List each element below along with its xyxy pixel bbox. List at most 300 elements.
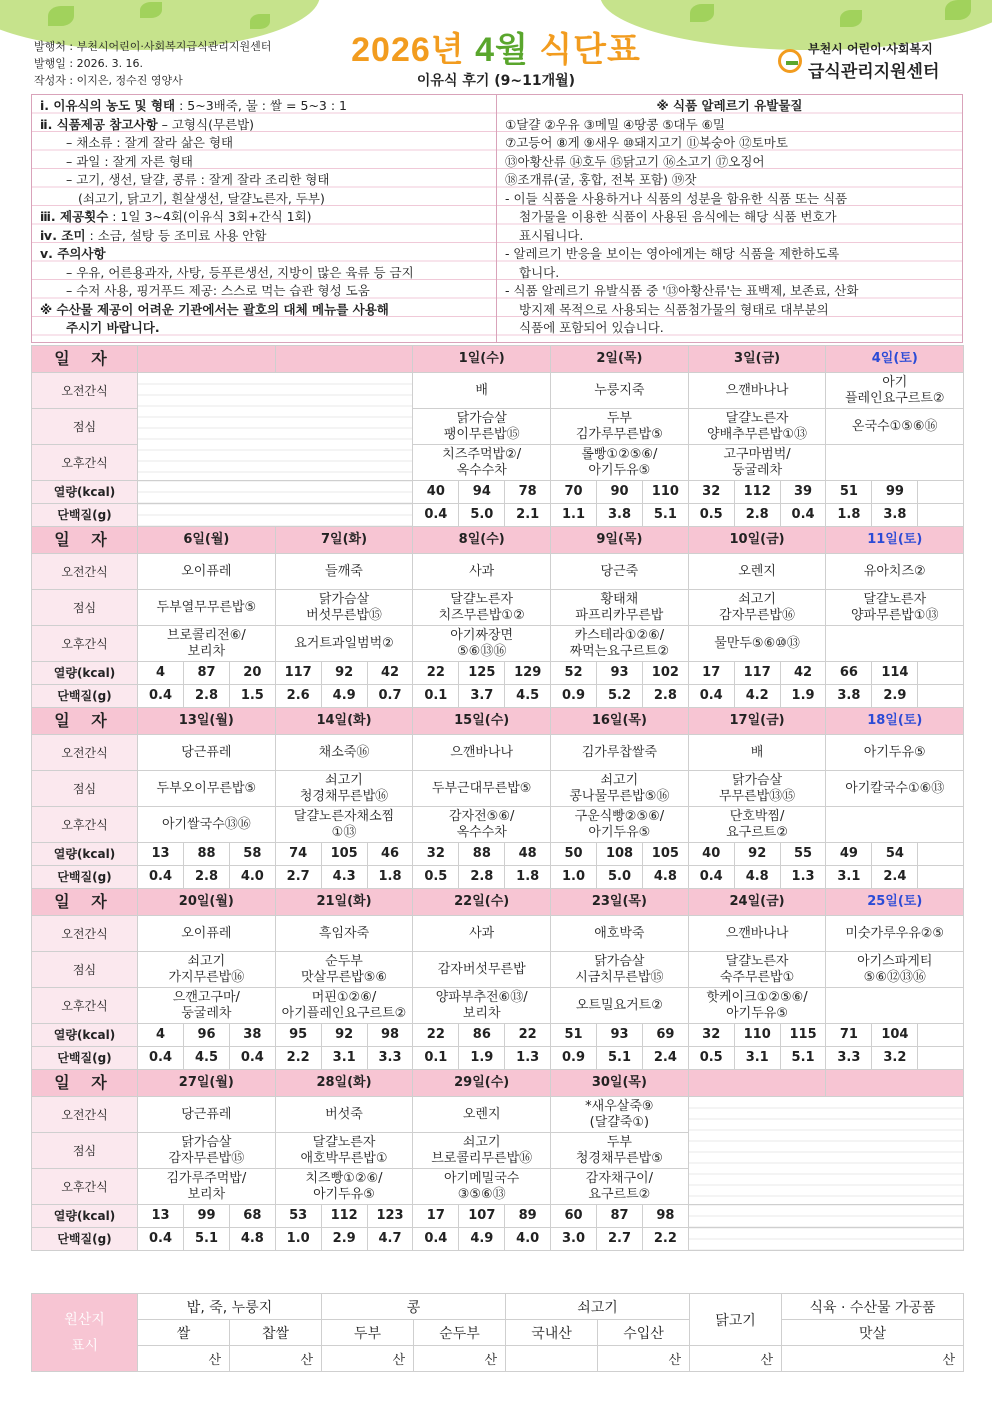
calorie-value: 88 (459, 843, 505, 866)
protein-value: 4.7 (367, 1228, 413, 1251)
calorie-value: 17 (688, 662, 734, 685)
info-line (505, 264, 954, 283)
pm-snack-cell: 양파부추전⑥⑬/ 보리차 (413, 988, 551, 1024)
am-snack-cell: 으깬바나나 (688, 916, 826, 952)
row-label-pm-snack: 오후간식 (32, 626, 138, 662)
origin-group-processed: 식육 · 수산물 가공품 (782, 1294, 964, 1320)
calorie-value: 17 (413, 1205, 459, 1228)
date-header: 13일(월) (138, 708, 276, 735)
calorie-value: 87 (597, 1205, 643, 1228)
pm-snack-cell: 롤빵①②⑤⑥/ 아기두유⑤ (551, 445, 689, 481)
calorie-value: 49 (826, 843, 872, 866)
date-header: 17일(금) (688, 708, 826, 735)
logo-icon (778, 49, 802, 73)
protein-value: 0.4 (230, 1047, 276, 1070)
calorie-value: 86 (459, 1024, 505, 1047)
page-subtitle: 이유식 후기 (9~11개월) (416, 73, 576, 89)
protein-value: 1.1 (551, 504, 597, 527)
calorie-value: 70 (551, 481, 597, 504)
am-snack-cell: 오이퓨레 (138, 554, 276, 590)
calorie-value: 53 (275, 1205, 321, 1228)
am-snack-cell: 누룽지죽 (551, 373, 689, 409)
protein-value: 0.5 (413, 866, 459, 889)
protein-value: 0.4 (413, 504, 459, 527)
am-snack-cell: 들깨죽 (275, 554, 413, 590)
info-line (505, 153, 954, 172)
calorie-value: 22 (505, 1024, 551, 1047)
info-line (40, 245, 488, 264)
am-snack-cell: 당근퓨레 (138, 1097, 276, 1133)
protein-value: 4.8 (734, 866, 780, 889)
calorie-value: 22 (413, 662, 459, 685)
info-text: ①달걀 ②우유 ③메밀 ④땅콩 ⑤대두 ⑥밀 (505, 116, 725, 132)
pm-snack-cell (826, 445, 964, 481)
calorie-value: 22 (413, 1024, 459, 1047)
lunch-cell: 순두부 맛살무른밥⑤⑥ (275, 952, 413, 988)
pm-snack-cell: 핫케이크①②⑤⑥/ 아기두유⑤ (688, 988, 826, 1024)
protein-value: 1.8 (505, 866, 551, 889)
leaf-icon (690, 4, 714, 22)
protein-value: 2.2 (275, 1047, 321, 1070)
calorie-value (918, 662, 964, 685)
calorie-value: 92 (321, 662, 367, 685)
protein-value: 1.8 (367, 866, 413, 889)
am-snack-cell: 당근죽 (551, 554, 689, 590)
calorie-value: 99 (184, 1205, 230, 1228)
date-header: 18일(토) (826, 708, 964, 735)
protein-value: 3.7 (459, 685, 505, 708)
origin-group-chicken: 닭고기 (690, 1294, 782, 1346)
calorie-value: 107 (459, 1205, 505, 1228)
protein-value: 4.8 (643, 866, 689, 889)
info-box (31, 94, 963, 343)
title-month: 4월 (475, 31, 529, 69)
protein-value: 2.4 (872, 866, 918, 889)
date-header: 3일(금) (688, 346, 826, 373)
origin-table-container (31, 1293, 963, 1372)
calorie-value: 32 (688, 481, 734, 504)
row-label-lunch: 점심 (32, 409, 138, 445)
lunch-cell: 두부 김가루무른밥⑤ (551, 409, 689, 445)
info-text: ⑱조개류(굴, 홍합, 전복 포함) ⑲잣 (505, 172, 697, 187)
lunch-cell: 닭가슴살 버섯무른밥⑮ (275, 590, 413, 626)
authors: 작성자 : 이지은, 정수진 영양사 (34, 74, 183, 87)
info-text: : 1일 3~4회(이유식 3회+간식 1회) (108, 209, 312, 224)
pm-snack-cell: 단호박찜/ 요구르트② (688, 807, 826, 843)
am-snack-cell: 오렌지 (688, 554, 826, 590)
protein-value: 4.0 (230, 866, 276, 889)
lunch-cell: 달걀노른자 치즈무른밥①② (413, 590, 551, 626)
calorie-value: 104 (872, 1024, 918, 1047)
lunch-cell: 아기스파게티 ⑤⑥⑫⑬⑯ (826, 952, 964, 988)
calorie-value: 78 (505, 481, 551, 504)
row-label-protein: 단백질(g) (32, 504, 138, 527)
am-snack-cell: 으깬바나나 (413, 735, 551, 771)
info-text: – 수저 사용, 핑거푸드 제공: 스스로 먹는 습관 형성 도움 (66, 283, 370, 298)
calorie-value: 129 (505, 662, 551, 685)
protein-value: 2.9 (872, 685, 918, 708)
row-label-pm-snack: 오후간식 (32, 1169, 138, 1205)
info-line (40, 134, 488, 153)
pm-snack-cell: 감자전⑤⑥/ 옥수수차 (413, 807, 551, 843)
calorie-value: 51 (826, 481, 872, 504)
info-text: 첨가물을 이용한 식품이 사용된 음식에는 해당 식품 번호가 (519, 209, 837, 224)
lunch-cell: 달걀노른자 양파무른밥①⑬ (826, 590, 964, 626)
calorie-value: 74 (275, 843, 321, 866)
protein-value: 0.4 (138, 1047, 184, 1070)
am-snack-cell: 아기두유⑤ (826, 735, 964, 771)
info-line (40, 190, 488, 209)
row-label-pm-snack: 오후간식 (32, 807, 138, 843)
pm-snack-cell: 아기메밀국수 ③⑤⑥⑬ (413, 1169, 551, 1205)
date-header: 16일(목) (551, 708, 689, 735)
calorie-value: 13 (138, 843, 184, 866)
menu-table-container (31, 345, 963, 1251)
row-label-am-snack: 오전간식 (32, 735, 138, 771)
origin-item-imported: 수입산 (598, 1320, 690, 1346)
lunch-cell: 달걀노른자 애호박무른밥① (275, 1133, 413, 1169)
calorie-value: 96 (184, 1024, 230, 1047)
am-snack-cell: 배 (688, 735, 826, 771)
day-label: 일 자 (32, 346, 138, 373)
row-label-pm-snack: 오후간식 (32, 445, 138, 481)
am-snack-cell: 유아치즈② (826, 554, 964, 590)
calorie-value: 42 (780, 662, 826, 685)
protein-value: 5.1 (184, 1228, 230, 1251)
calorie-value: 69 (643, 1024, 689, 1047)
origin-value: 산 (598, 1346, 690, 1372)
info-line (505, 208, 954, 227)
lunch-cell: 아기칼국수①⑥⑬ (826, 771, 964, 807)
empty-value-cell (138, 504, 413, 527)
origin-value: 산 (138, 1346, 230, 1372)
protein-value (918, 504, 964, 527)
info-line (505, 282, 954, 301)
protein-value: 2.7 (275, 866, 321, 889)
calorie-value: 4 (138, 1024, 184, 1047)
date-header: 11일(토) (826, 527, 964, 554)
origin-value: 산 (782, 1346, 964, 1372)
logo-line1: 부천시 어린이·사회복지 (808, 42, 933, 56)
origin-table (31, 1293, 964, 1372)
lunch-cell: 달걀노른자 양배추무른밥①⑬ (688, 409, 826, 445)
publisher: 발행처 : 부천시어린이·사회복지급식관리지원센터 (34, 40, 272, 53)
calorie-value: 112 (734, 481, 780, 504)
date-header: 8일(수) (413, 527, 551, 554)
protein-value: 0.4 (138, 685, 184, 708)
row-label-am-snack: 오전간식 (32, 916, 138, 952)
lunch-cell: 닭가슴살 팽이무른밥⑮ (413, 409, 551, 445)
am-snack-cell: 오이퓨레 (138, 916, 276, 952)
logo-line2: 급식관리지원센터 (808, 62, 940, 82)
protein-value: 4.8 (230, 1228, 276, 1251)
calorie-value (918, 481, 964, 504)
calorie-value: 88 (184, 843, 230, 866)
protein-value: 2.4 (643, 1047, 689, 1070)
protein-value: 5.1 (597, 1047, 643, 1070)
info-guidelines (32, 95, 497, 342)
protein-value: 3.0 (551, 1228, 597, 1251)
row-label-calorie: 열량(kcal) (32, 1024, 138, 1047)
info-line (40, 116, 488, 135)
info-heading: ⅲ. 제공횟수 (40, 209, 109, 224)
protein-value: 1.5 (230, 685, 276, 708)
day-label: 일 자 (32, 1070, 138, 1097)
origin-value: 산 (414, 1346, 506, 1372)
info-text: (쇠고기, 닭고기, 흰살생선, 달걀노른자, 두부) (78, 190, 325, 206)
info-text: 방지제 목적으로 사용되는 식품첨가물의 형태로 대부분의 (519, 301, 829, 317)
protein-value: 4.9 (321, 685, 367, 708)
calorie-value: 39 (780, 481, 826, 504)
menu-table (31, 345, 964, 1251)
protein-value: 0.5 (688, 1047, 734, 1070)
row-label-pm-snack: 오후간식 (32, 988, 138, 1024)
protein-value: 0.9 (551, 1047, 597, 1070)
am-snack-cell: 미숫가루우유②⑤ (826, 916, 964, 952)
calorie-value: 115 (780, 1024, 826, 1047)
date-header: 15일(수) (413, 708, 551, 735)
calorie-value: 110 (643, 481, 689, 504)
date-header: 9일(목) (551, 527, 689, 554)
info-text: ⑬아황산류 ⑭호두 ⑮닭고기 ⑯소고기 ⑰오징어 (505, 153, 765, 169)
info-line (505, 227, 954, 246)
protein-value: 5.0 (459, 504, 505, 527)
protein-value: 0.1 (413, 1047, 459, 1070)
protein-value: 1.8 (826, 504, 872, 527)
calorie-value: 32 (413, 843, 459, 866)
protein-value: 3.1 (734, 1047, 780, 1070)
info-text: 식품에 포함되어 있습니다. (519, 320, 664, 335)
info-text: 합니다. (519, 264, 560, 280)
info-text: – 우유, 어른용과자, 사탕, 등푸른생선, 지방이 많은 육류 등 금지 (66, 264, 414, 280)
info-heading: ⅴ. 주의사항 (40, 246, 106, 261)
protein-value: 1.3 (505, 1047, 551, 1070)
info-text: : 소금, 설탕 등 조미료 사용 안함 (85, 227, 267, 243)
lunch-cell: 황태채 파프리카무른밥 (551, 590, 689, 626)
protein-value: 4.5 (184, 1047, 230, 1070)
center-logo (778, 40, 939, 82)
protein-value: 3.8 (597, 504, 643, 527)
info-heading: ⅱ. 식품제공 참고사항 (40, 116, 158, 132)
row-label-calorie: 열량(kcal) (32, 481, 138, 504)
info-heading: ⅰ. 이유식의 농도 및 형태 (40, 98, 176, 113)
lunch-cell: 두부오이무른밥⑤ (138, 771, 276, 807)
protein-value: 2.9 (321, 1228, 367, 1251)
row-label-am-snack: 오전간식 (32, 373, 138, 409)
empty-value-cell (688, 1205, 963, 1228)
lunch-cell: 쇠고기 청경채무른밥⑯ (275, 771, 413, 807)
calorie-value: 20 (230, 662, 276, 685)
calorie-value: 99 (872, 481, 918, 504)
protein-value: 4.2 (734, 685, 780, 708)
calorie-value: 42 (367, 662, 413, 685)
date-header: 4일(토) (826, 346, 964, 373)
protein-value: 0.4 (138, 1228, 184, 1251)
info-line (505, 245, 954, 264)
pm-snack-cell: 아기쌀국수⑬⑯ (138, 807, 276, 843)
date-header (688, 1070, 826, 1097)
info-heading: ※ 수산물 제공이 어려운 기관에서는 괄호의 대체 메뉴를 사용해 (40, 301, 389, 317)
protein-value: 2.8 (734, 504, 780, 527)
lunch-cell: 쇠고기 브로콜리무른밥⑯ (413, 1133, 551, 1169)
empty-day-cell (138, 373, 413, 481)
origin-item-domestic: 국내산 (506, 1320, 598, 1346)
empty-day-cell (688, 1097, 963, 1205)
protein-value: 4.0 (505, 1228, 551, 1251)
calorie-value: 98 (643, 1205, 689, 1228)
date-header (138, 346, 276, 373)
row-label-protein: 단백질(g) (32, 1047, 138, 1070)
info-text: - 이들 식품을 사용하거나 식품의 성분을 함유한 식품 또는 식품 (505, 190, 848, 206)
info-text: ⑦고등어 ⑧게 ⑨새우 ⑩돼지고기 ⑪복숭아 ⑫토마토 (505, 135, 788, 150)
calorie-value: 125 (459, 662, 505, 685)
protein-value: 0.4 (138, 866, 184, 889)
am-snack-cell: 사과 (413, 916, 551, 952)
issue-date: 발행일 : 2026. 3. 16. (34, 57, 144, 70)
calorie-value: 51 (551, 1024, 597, 1047)
row-label-lunch: 점심 (32, 1133, 138, 1169)
day-label: 일 자 (32, 527, 138, 554)
row-label-am-snack: 오전간식 (32, 1097, 138, 1133)
pm-snack-cell: 치즈주먹밥②/ 옥수수차 (413, 445, 551, 481)
origin-value: 산 (690, 1346, 782, 1372)
date-header: 2일(목) (551, 346, 689, 373)
calorie-value: 94 (459, 481, 505, 504)
empty-value-cell (138, 481, 413, 504)
pm-snack-cell: 요거트과일범벅② (275, 626, 413, 662)
am-snack-cell: 흑임자죽 (275, 916, 413, 952)
origin-group-rice: 밥, 죽, 누룽지 (138, 1294, 322, 1320)
am-snack-cell: 채소죽⑯ (275, 735, 413, 771)
calorie-value: 68 (230, 1205, 276, 1228)
origin-group-bean: 콩 (322, 1294, 506, 1320)
date-header: 6일(월) (138, 527, 276, 554)
protein-value: 2.8 (184, 685, 230, 708)
am-snack-cell: 애호박죽 (551, 916, 689, 952)
calorie-value: 66 (826, 662, 872, 685)
info-text: ※ 식품 알레르기 유발물질 (656, 98, 803, 113)
row-label-lunch: 점심 (32, 590, 138, 626)
calorie-value: 93 (597, 662, 643, 685)
lunch-cell: 달걀노른자 숙주무른밥① (688, 952, 826, 988)
protein-value: 2.2 (643, 1228, 689, 1251)
am-snack-cell: 버섯죽 (275, 1097, 413, 1133)
leaf-icon (140, 2, 162, 18)
info-line (40, 301, 488, 320)
info-line (40, 171, 488, 190)
calorie-value: 117 (734, 662, 780, 685)
protein-value: 0.5 (688, 504, 734, 527)
row-label-lunch: 점심 (32, 952, 138, 988)
lunch-cell: 두부 청경채무른밥⑤ (551, 1133, 689, 1169)
pm-snack-cell (826, 988, 964, 1024)
origin-group-beef: 쇠고기 (506, 1294, 690, 1320)
calorie-value: 87 (184, 662, 230, 685)
protein-value: 2.8 (643, 685, 689, 708)
date-header: 27일(월) (138, 1070, 276, 1097)
protein-value: 3.2 (872, 1047, 918, 1070)
calorie-value: 50 (551, 843, 597, 866)
pm-snack-cell: 구운식빵②⑤⑥/ 아기두유⑤ (551, 807, 689, 843)
info-line (505, 171, 954, 190)
info-text: – 과일 : 잘게 자른 형태 (66, 153, 193, 169)
lunch-cell: 감자버섯무른밥 (413, 952, 551, 988)
protein-value (918, 1047, 964, 1070)
calorie-value: 93 (597, 1024, 643, 1047)
info-text: – 고기, 생선, 달걀, 콩류 : 잘게 잘라 조리한 형태 (66, 172, 330, 187)
pm-snack-cell: 물만두⑤⑥⑩⑬ (688, 626, 826, 662)
calorie-value: 48 (505, 843, 551, 866)
protein-value: 2.6 (275, 685, 321, 708)
protein-value: 3.1 (826, 866, 872, 889)
calorie-value: 58 (230, 843, 276, 866)
protein-value: 1.9 (780, 685, 826, 708)
calorie-value: 46 (367, 843, 413, 866)
protein-value: 3.3 (367, 1047, 413, 1070)
lunch-cell: 쇠고기 감자무른밥⑯ (688, 590, 826, 626)
am-snack-cell: 배 (413, 373, 551, 409)
date-header (826, 1070, 964, 1097)
info-line (505, 319, 954, 338)
date-header: 29일(수) (413, 1070, 551, 1097)
lunch-cell: 두부근대무른밥⑤ (413, 771, 551, 807)
protein-value: 5.1 (780, 1047, 826, 1070)
lunch-cell: 온국수①⑤⑥⑯ (826, 409, 964, 445)
calorie-value: 40 (413, 481, 459, 504)
row-label-calorie: 열량(kcal) (32, 662, 138, 685)
protein-value: 1.3 (780, 866, 826, 889)
calorie-value: 55 (780, 843, 826, 866)
calorie-value: 52 (551, 662, 597, 685)
protein-value: 3.3 (826, 1047, 872, 1070)
origin-item-soft-tofu: 순두부 (414, 1320, 506, 1346)
protein-value: 2.1 (505, 504, 551, 527)
pm-snack-cell: 달걀노른자채소찜 ①⑬ (275, 807, 413, 843)
row-label-protein: 단백질(g) (32, 1228, 138, 1251)
info-text: - 식품 알레르기 유발식품 중 '⑬아황산류'는 표백제, 보존료, 산화 (505, 283, 859, 298)
protein-value: 3.1 (321, 1047, 367, 1070)
pm-snack-cell: 아기짜장면 ⑤⑥⑬⑯ (413, 626, 551, 662)
protein-value: 0.9 (551, 685, 597, 708)
protein-value: 4.5 (505, 685, 551, 708)
calorie-value: 98 (367, 1024, 413, 1047)
protein-value: 0.1 (413, 685, 459, 708)
am-snack-cell: 으깬바나나 (688, 373, 826, 409)
protein-value (918, 866, 964, 889)
date-header: 1일(수) (413, 346, 551, 373)
date-header: 20일(월) (138, 889, 276, 916)
protein-value: 0.4 (413, 1228, 459, 1251)
info-heading: ⅳ. 조미 (40, 227, 86, 243)
pm-snack-cell: 치즈빵①②⑥/ 아기두유⑤ (275, 1169, 413, 1205)
info-allergens (497, 95, 962, 342)
date-header: 14일(화) (275, 708, 413, 735)
protein-value: 2.8 (459, 866, 505, 889)
origin-item-rice: 쌀 (138, 1320, 230, 1346)
calorie-value (918, 1024, 964, 1047)
origin-item-glutinous-rice: 찹쌀 (230, 1320, 322, 1346)
protein-value: 4.9 (459, 1228, 505, 1251)
title-year: 2026년 (351, 31, 465, 69)
protein-value (918, 685, 964, 708)
calorie-value: 110 (734, 1024, 780, 1047)
date-header: 30일(목) (551, 1070, 689, 1097)
calorie-value: 105 (643, 843, 689, 866)
row-label-protein: 단백질(g) (32, 866, 138, 889)
info-line (40, 153, 488, 172)
calorie-value: 4 (138, 662, 184, 685)
am-snack-cell: 아기 플레인요구르트② (826, 373, 964, 409)
